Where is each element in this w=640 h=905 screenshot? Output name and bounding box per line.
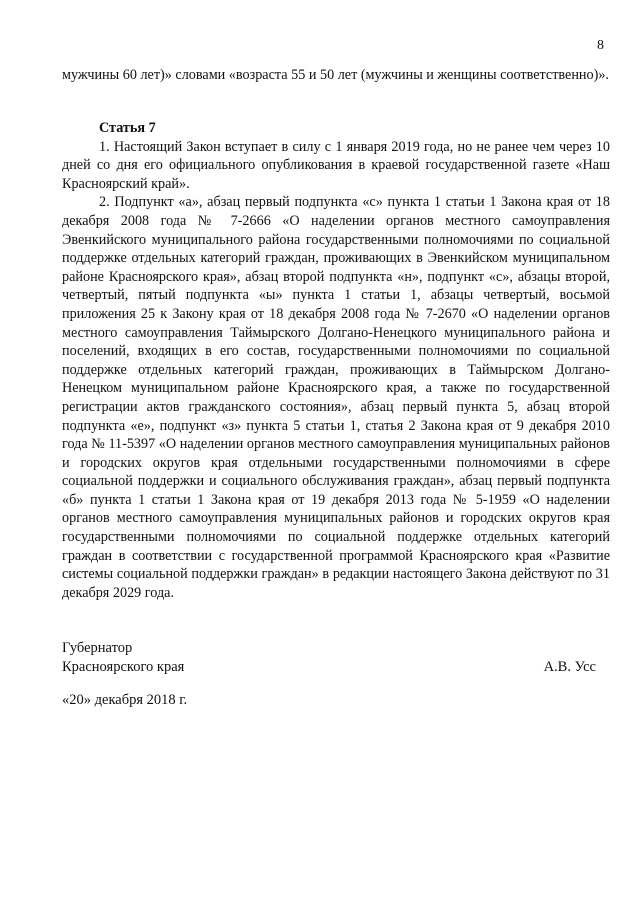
signer-name: А.В. Усс: [543, 659, 596, 675]
signer-title-line-1: Губернатор: [62, 640, 133, 656]
signature-block: [62, 639, 610, 677]
article-paragraph-1: 1. Настоящий Закон вступает в силу с 1 января 2019 года, но не ранее чем через 10 дней со дня его официального опубликования в краевой государственной газете «Наш Красноярский край».: [62, 138, 610, 192]
article-heading: Статья 7: [99, 120, 156, 136]
signing-date: «20» декабря 2018 г.: [62, 692, 188, 708]
signer-title-line-2: Красноярского края: [62, 659, 185, 675]
page-number: 8: [597, 38, 604, 53]
article-paragraph-2: 2. Подпункт «а», абзац первый подпункта «с» пункта 1 статьи 1 Закона края от 18 декабря 2008 года № 7-2666 «О наделении органов местного самоуправления Эвенкийского муниципального района государственными полномочиями по социальной поддержке отдельных категорий граждан, проживающих в Эвенкийском муниципальном районе Красноярского края», абзац второй подпункта «н», подпункт «с», абзацы второй, четвертый, пятый подпункта «ы» пункта 1 статьи 1, абзацы четвертый, восьмой приложения 25 к Закону края от 18 декабря 2008 года № 7-2670 «О наделении органов местного самоуправления Таймырского Долгано-Ненецкого муниципального района и поселений, входящих в его состав, государственными полномочиями по социальной поддержке отдельных категорий граждан, проживающих в Таймырском Долгано-Ненецком муниципальном районе Красноярского края, а также по государственной регистрации актов гражданского состояния», абзац первый пункта 5, абзац второй подпункта «е», подпункт «з» пункта 5 статьи 1, статья 2 Закона края от 9 декабря 2010 года № 11-5397 «О наделении органов местного самоуправления муниципальных районов и городских округов края отдельными государственными полномочиями в сфере социальной поддержки и социального обслуживания граждан», абзац первый подпункта «б» пункта 1 статьи 1 Закона края от 19 декабря 2013 года № 5-1959 «О наделении органов местного самоуправления муниципальных районов и городских округов края государственными полномочиями по социальной поддержке отдельных категорий граждан в соответствии с государственной программой Красноярского края «Развитие системы социальной поддержки граждан» в редакции настоящего Закона действуют по 31 декабря 2029 года.: [62, 194, 610, 601]
article-7: [62, 119, 610, 602]
continuation-paragraph: мужчины 60 лет)» словами «возраста 55 и 50 лет (мужчины и женщины соответственно)».: [62, 67, 609, 83]
